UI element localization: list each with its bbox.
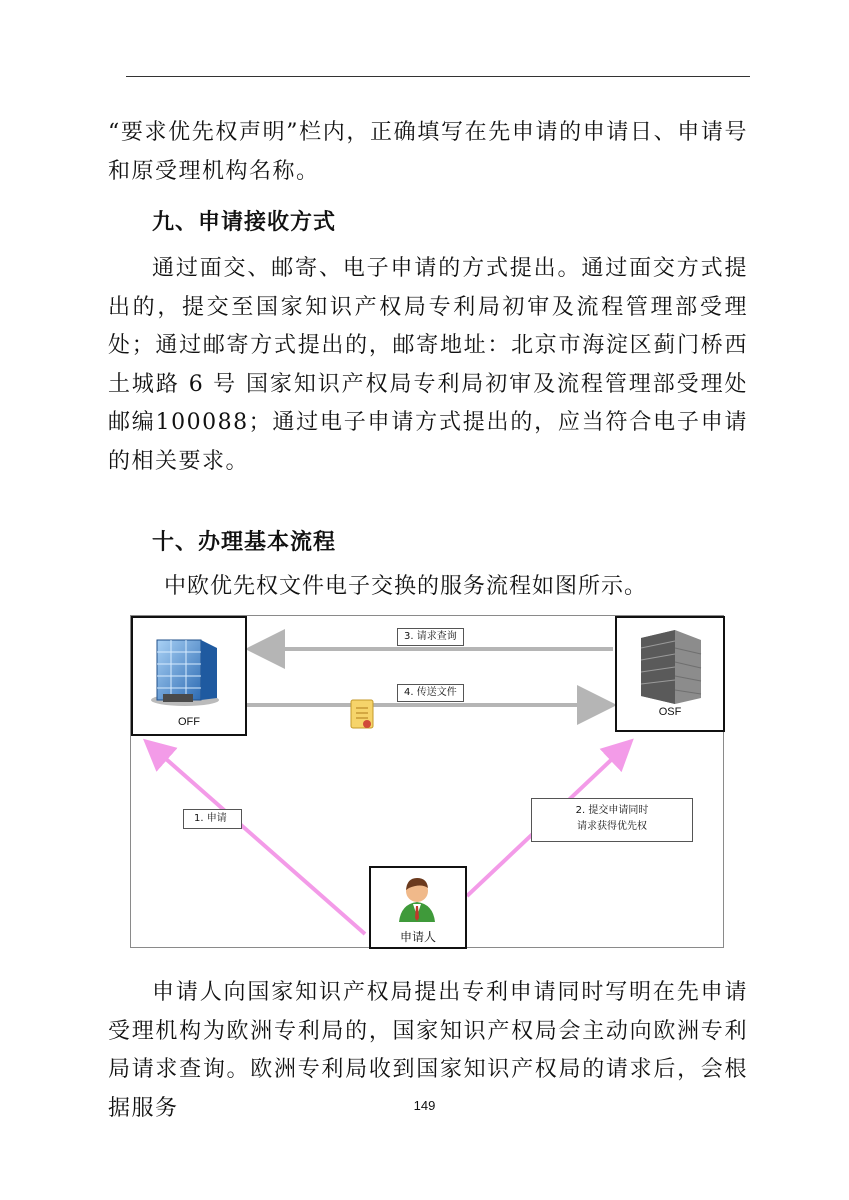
- office-building-icon: [133, 618, 245, 718]
- continuation-paragraph: “要求优先权声明”栏内，正确填写在先申请的申请日、申请号和原受理机构名称。: [108, 120, 748, 184]
- section-10-heading: 十、办理基本流程: [152, 530, 337, 555]
- step-1-label: 1. 申请: [183, 809, 242, 829]
- osf-label: OSF: [658, 706, 682, 718]
- applicant-label: 申请人: [399, 930, 436, 944]
- section-9-heading: 九、申请接收方式: [152, 210, 337, 235]
- step-2-line-2: 请求获得优先权: [577, 821, 647, 832]
- office-building-icon: [617, 618, 723, 714]
- step-2-label: [531, 798, 693, 842]
- process-flow-diagram: [130, 615, 724, 948]
- apply-arrow: [149, 744, 365, 934]
- figure-caption: 中欧优先权文件电子交换的服务流程如图所示。: [164, 574, 648, 599]
- person-icon: [371, 868, 465, 928]
- step-3-label: 3. 请求查询: [397, 628, 464, 646]
- step-2-line-1: 2. 提交申请同时: [575, 805, 649, 816]
- document-icon: [351, 700, 373, 728]
- step-4-label: 4. 传送文件: [397, 684, 464, 702]
- osf-node: [615, 616, 725, 732]
- off-label: OFF: [178, 716, 200, 728]
- applicant-node: [369, 866, 467, 949]
- page-number: 149: [413, 1098, 436, 1113]
- section-9-body: 通过面交、邮寄、电子申请的方式提出。通过面交方式提出的，提交至国家知识产权局专利局初审及流程管理部受理处；通过邮寄方式提出的，邮寄地址：北京市海淀区蓟门桥西土城路 6 号 国家知识产权局专利局初审及流程管理部受理处 邮编100088；通过电子申请方式提出的，应当符合电子申请的相关要求。: [108, 256, 748, 474]
- header-rule: [126, 76, 750, 77]
- after-diagram-paragraph: 申请人向国家知识产权局提出专利申请同时写明在先申请受理机构为欧洲专利局的，国家知识产权局会主动向欧洲专利局请求查询。欧洲专利局收到国家知识产权局的请求后，会根据服务: [108, 980, 748, 1121]
- off-node: [131, 616, 247, 736]
